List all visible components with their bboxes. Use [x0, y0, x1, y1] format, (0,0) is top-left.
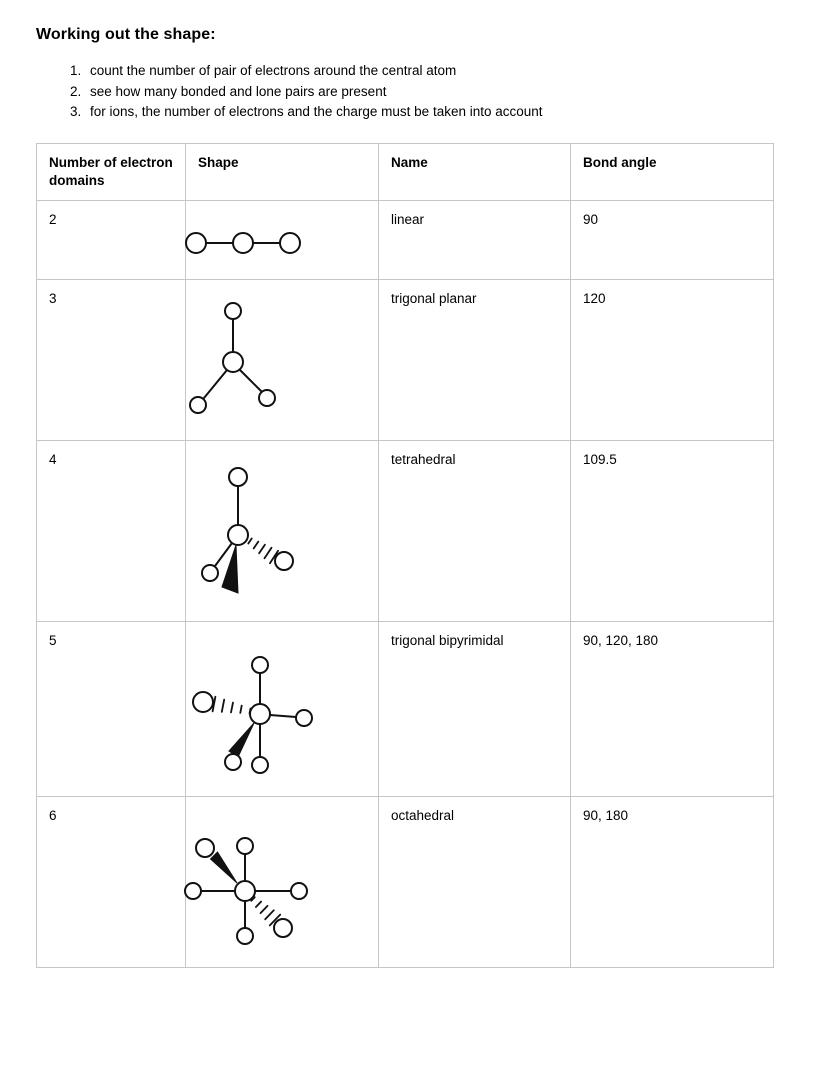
tetrahedral-shape-diagram [180, 465, 305, 607]
cell-shape [186, 279, 379, 440]
cell-name: octahedral [379, 796, 571, 967]
linear-shape-diagram [180, 221, 310, 265]
table-row-octahedral [37, 796, 774, 967]
electron-domains-table [36, 143, 774, 968]
col-header-electron-domains: Number of electron domains [37, 143, 186, 200]
instruction-item-2: 2. see how many bonded and lone pairs are present [85, 82, 792, 103]
table-row-linear [37, 200, 774, 279]
instruction-item-1: 1. count the number of pair of electrons around the central atom [85, 61, 792, 82]
cell-bond-angle: 90, 120, 180 [571, 621, 774, 796]
cell-bond-angle: 90 [571, 200, 774, 279]
cell-domains: 4 [37, 440, 186, 621]
cell-domains: 5 [37, 621, 186, 796]
cell-domains: 6 [37, 796, 186, 967]
cell-name: trigonal planar [379, 279, 571, 440]
cell-domains: 3 [37, 279, 186, 440]
cell-domains: 2 [37, 200, 186, 279]
octahedral-shape-diagram [180, 831, 315, 953]
cell-shape [186, 796, 379, 967]
col-header-shape: Shape [186, 143, 379, 200]
instruction-item-3: 3. for ions, the number of electrons and the charge must be taken into account [85, 102, 792, 123]
table-row-tetrahedral [37, 440, 774, 621]
col-header-name: Name [379, 143, 571, 200]
table-row-trigonal-planar [37, 279, 774, 440]
cell-name: linear [379, 200, 571, 279]
cell-shape [186, 200, 379, 279]
cell-name: trigonal bipyrimidal [379, 621, 571, 796]
table-header-row [37, 143, 774, 200]
trigonal-planar-shape-diagram [180, 300, 290, 426]
trigonal-bipyramidal-shape-diagram [180, 654, 320, 782]
cell-bond-angle: 120 [571, 279, 774, 440]
cell-name: tetrahedral [379, 440, 571, 621]
col-header-bond-angle: Bond angle [571, 143, 774, 200]
page-title: Working out the shape: [36, 26, 216, 43]
cell-shape [186, 440, 379, 621]
instructions-list [36, 61, 792, 123]
table-row-trigonal-bipyramidal [37, 621, 774, 796]
cell-bond-angle: 109.5 [571, 440, 774, 621]
cell-shape [186, 621, 379, 796]
cell-bond-angle: 90, 180 [571, 796, 774, 967]
